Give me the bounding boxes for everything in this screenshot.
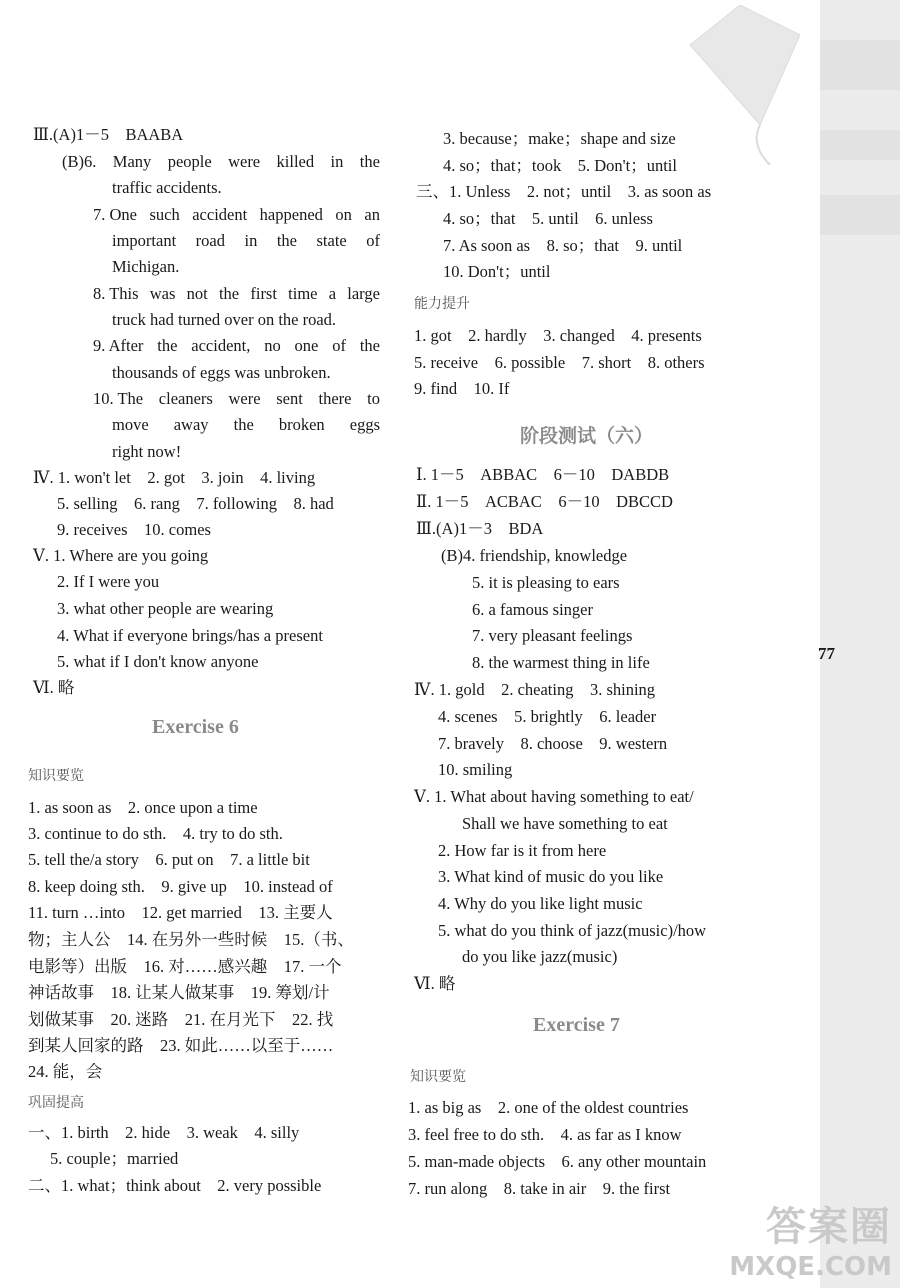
answer-line: 5. tell the/a story 6. put on 7. a little bit <box>28 850 310 869</box>
answer-line: important road in the state of <box>112 231 380 250</box>
answer-line: 4. so；that；took 5. Don't；until <box>443 156 677 175</box>
answer-line: 7. very pleasant feelings <box>472 626 633 645</box>
answer-line: move away the broken eggs <box>112 415 380 434</box>
kite-icon <box>680 5 830 165</box>
answer-line: 5. receive 6. possible 7. short 8. others <box>414 353 705 372</box>
section-label: 知识要览 <box>28 768 84 784</box>
answer-line: 5. man-made objects 6. any other mountain <box>408 1152 707 1171</box>
answer-line: 1. as big as 2. one of the oldest countries <box>408 1098 689 1117</box>
answer-line: 一、1. birth 2. hide 3. weak 4. silly <box>28 1123 300 1142</box>
answer-line: 5. couple；married <box>50 1149 179 1168</box>
answer-line: Ⅲ.(A)1－5 BAABA <box>33 125 184 144</box>
watermark-logo: 答案圈 MXQE.COM <box>729 1204 892 1282</box>
answer-line: 5. selling 6. rang 7. following 8. had <box>57 494 334 513</box>
answer-line: 3. What kind of music do you like <box>438 867 664 886</box>
answer-line: 7. One such accident happened on an <box>93 205 380 224</box>
answer-line: 物；主人公 14. 在另外一些时候 15.（书、 <box>28 930 354 949</box>
answer-line: 划做某事 20. 迷路 21. 在月光下 22. 找 <box>28 1010 334 1029</box>
answer-line: 5. it is pleasing to ears <box>472 573 620 592</box>
answer-line: 10. The cleaners were sent there to <box>93 389 380 408</box>
answer-line: 二、1. what；think about 2. very possible <box>28 1176 322 1195</box>
answer-line: traffic accidents. <box>112 178 222 197</box>
answer-line: 9. After the accident, no one of the <box>93 336 380 355</box>
answer-line: 10. Don't；until <box>443 262 551 281</box>
answer-line: 5. what do you think of jazz(music)/how <box>438 921 707 940</box>
answer-line: 11. turn …into 12. get married 13. 主要人 <box>28 903 333 922</box>
answer-line: 9. find 10. If <box>414 379 510 398</box>
answer-line: truck had turned over on the road. <box>112 310 337 329</box>
answer-line: 2. How far is it from here <box>438 841 607 860</box>
answer-line: 10. smiling <box>438 760 513 779</box>
answer-line: 三、1. Unless 2. not；until 3. as soon as <box>416 182 712 201</box>
answer-line: 8. keep doing sth. 9. give up 10. instead of <box>28 877 333 896</box>
answer-line: 5. what if I don't know anyone <box>57 652 259 671</box>
answer-line: 3. because；make；shape and size <box>443 129 676 148</box>
answer-line: 7. bravely 8. choose 9. western <box>438 734 668 753</box>
answer-line: 4. scenes 5. brightly 6. leader <box>438 707 657 726</box>
answer-line: 6. a famous singer <box>472 600 593 619</box>
answer-line: 24. 能，会 <box>28 1062 103 1081</box>
answer-line: Ⅴ. 1. What about having something to eat/ <box>414 787 694 806</box>
answer-line: 神话故事 18. 让某人做某事 19. 筹划/计 <box>28 983 330 1002</box>
exercise-6-heading: Exercise 6 <box>152 716 239 738</box>
exercise-7-heading: Exercise 7 <box>533 1014 620 1036</box>
answer-line: 3. feel free to do sth. 4. as far as I know <box>408 1125 682 1144</box>
answer-line: 3. what other people are wearing <box>57 599 274 618</box>
answer-line: 9. receives 10. comes <box>57 520 211 539</box>
answer-line: 1. got 2. hardly 3. changed 4. presents <box>414 326 702 345</box>
answer-line: Ⅵ. 略 <box>33 678 75 697</box>
answer-line: Ⅳ. 1. won't let 2. got 3. join 4. living <box>33 468 316 487</box>
strip-block <box>820 195 900 235</box>
answer-line: Ⅲ.(A)1－3 BDA <box>416 519 544 538</box>
answer-line: 4. What if everyone brings/has a present <box>57 626 323 645</box>
answer-line: 4. so；that 5. until 6. unless <box>443 209 653 228</box>
answer-line: 7. run along 8. take in air 9. the first <box>408 1179 671 1198</box>
page-number: 77 <box>818 644 835 663</box>
answer-line: (B)4. friendship, knowledge <box>441 546 628 565</box>
section-label: 能力提升 <box>414 296 470 312</box>
answer-line: Ⅰ. 1－5 ABBAC 6－10 DABDB <box>416 465 670 484</box>
answer-line: Shall we have something to eat <box>462 814 668 833</box>
strip-block <box>820 130 900 160</box>
section-label: 知识要览 <box>410 1069 466 1085</box>
answer-line: right now! <box>112 442 182 461</box>
answer-line: 8. This was not the first time a large <box>93 284 380 303</box>
answer-line: 到某人回家的路 23. 如此……以至于…… <box>28 1036 334 1055</box>
answer-line: 7. As soon as 8. so；that 9. until <box>443 236 683 255</box>
answer-line: Ⅱ. 1－5 ACBAC 6－10 DBCCD <box>416 492 673 511</box>
answer-line: 2. If I were you <box>57 572 160 591</box>
answer-line: 3. continue to do sth. 4. try to do sth. <box>28 824 283 843</box>
answer-line: do you like jazz(music) <box>462 947 618 966</box>
answer-line: Ⅴ. 1. Where are you going <box>33 546 209 565</box>
answer-line: 电影等）出版 16. 对……感兴趣 17. 一个 <box>28 957 342 976</box>
answer-line: thousands of eggs was unbroken. <box>112 363 331 382</box>
answer-line: (B)6. Many people were killed in the <box>62 152 380 171</box>
answer-line: Ⅵ. 略 <box>414 974 456 993</box>
answer-line: 4. Why do you like light music <box>438 894 643 913</box>
stage-test-heading: 阶段测试（六） <box>520 425 654 447</box>
section-label: 巩固提高 <box>28 1095 84 1111</box>
answer-line: Ⅳ. 1. gold 2. cheating 3. shining <box>414 680 656 699</box>
answer-line: 8. the warmest thing in life <box>472 653 650 672</box>
strip-block <box>820 40 900 90</box>
answer-line: 1. as soon as 2. once upon a time <box>28 798 258 817</box>
answer-line: Michigan. <box>112 257 180 276</box>
